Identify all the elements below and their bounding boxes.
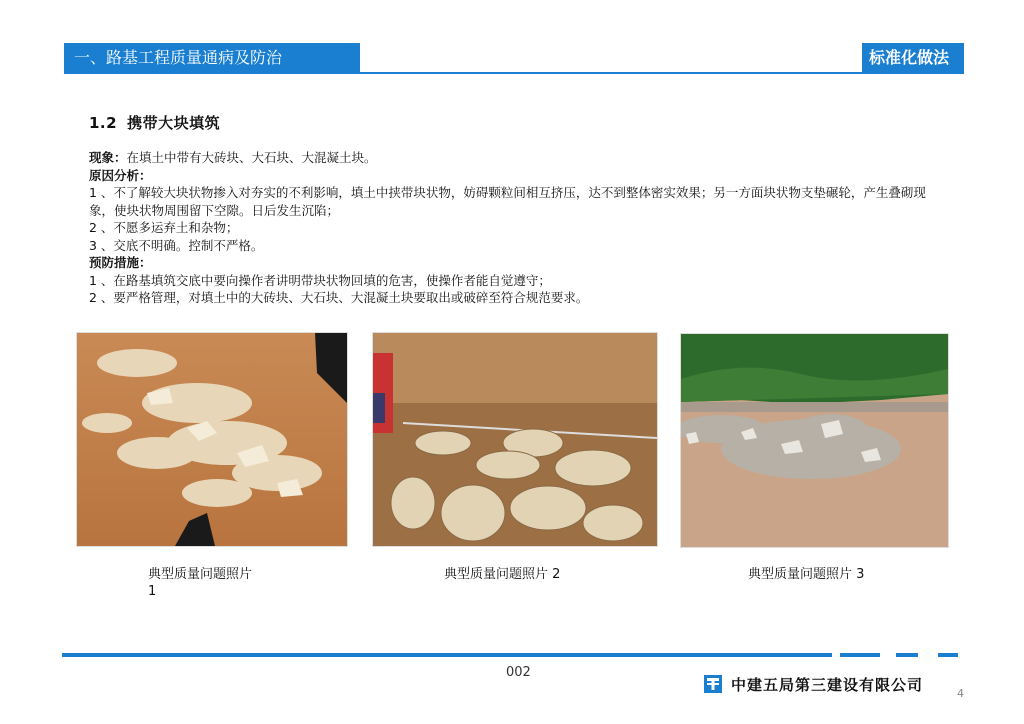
- prevention-label: 预防措施：: [89, 255, 152, 270]
- photo-2-caption: 典型质量问题照片 2: [444, 567, 561, 582]
- footer-dash: [840, 653, 880, 657]
- photo-1-caption-suffix: 1: [148, 584, 157, 599]
- cause-item: 3 、交底不明确。控制不严格。: [89, 237, 264, 253]
- section-number: 1.2: [89, 114, 118, 132]
- photo-3-caption: 典型质量问题照片 3: [748, 567, 865, 582]
- phenomenon-text: 在填土中带有大砖块、大石块、大混凝土块。: [126, 150, 377, 165]
- company-name: 中建五局第三建设有限公司: [731, 676, 924, 694]
- content-body: [89, 149, 929, 307]
- footer-dash: [938, 653, 958, 657]
- photo-1: [76, 332, 348, 547]
- section-title: [89, 112, 220, 133]
- prevention-item: 2 、要严格管理，对填土中的大砖块、大石块、大混凝土块要取出或破碎至符合规范要求。: [89, 290, 589, 305]
- cause-label: 原因分析：: [89, 167, 152, 183]
- phenomenon-line: [89, 149, 929, 167]
- company-logo-icon: [704, 675, 722, 693]
- page-code: 002: [506, 665, 531, 680]
- footer-dash: [896, 653, 918, 657]
- photo-2: [372, 332, 658, 547]
- phenomenon-label: 现象：: [89, 150, 127, 165]
- photo-1-caption: [148, 566, 270, 600]
- header-divider: [64, 72, 964, 74]
- page-number: 4: [957, 687, 964, 700]
- standard-badge: 标准化做法: [869, 48, 950, 67]
- cause-item: 1 、不了解较大块状物掺入对夯实的不利影响，填土中挟带块状物，妨碍颗粒间相互挤压，达不到整体密实效果；另一方面块状物支垫碾轮，产生叠砌现象，使块状物周围留下空隙。日后发生沉陷；: [89, 185, 926, 218]
- photo-1-caption-main: 典型质量问题照片: [148, 567, 253, 582]
- section-title-text: 携带大块填筑: [127, 114, 221, 132]
- page-title: 一、路基工程质量通病及防治: [74, 48, 283, 67]
- cause-item: 2 、不愿多运弃土和杂物；: [89, 220, 239, 235]
- footer-divider: [62, 653, 832, 657]
- photo-3: [680, 333, 949, 548]
- prevention-item: 1 、在路基填筑交底中要向操作者讲明带块状物回填的危害，使操作者能自觉遵守；: [89, 272, 551, 288]
